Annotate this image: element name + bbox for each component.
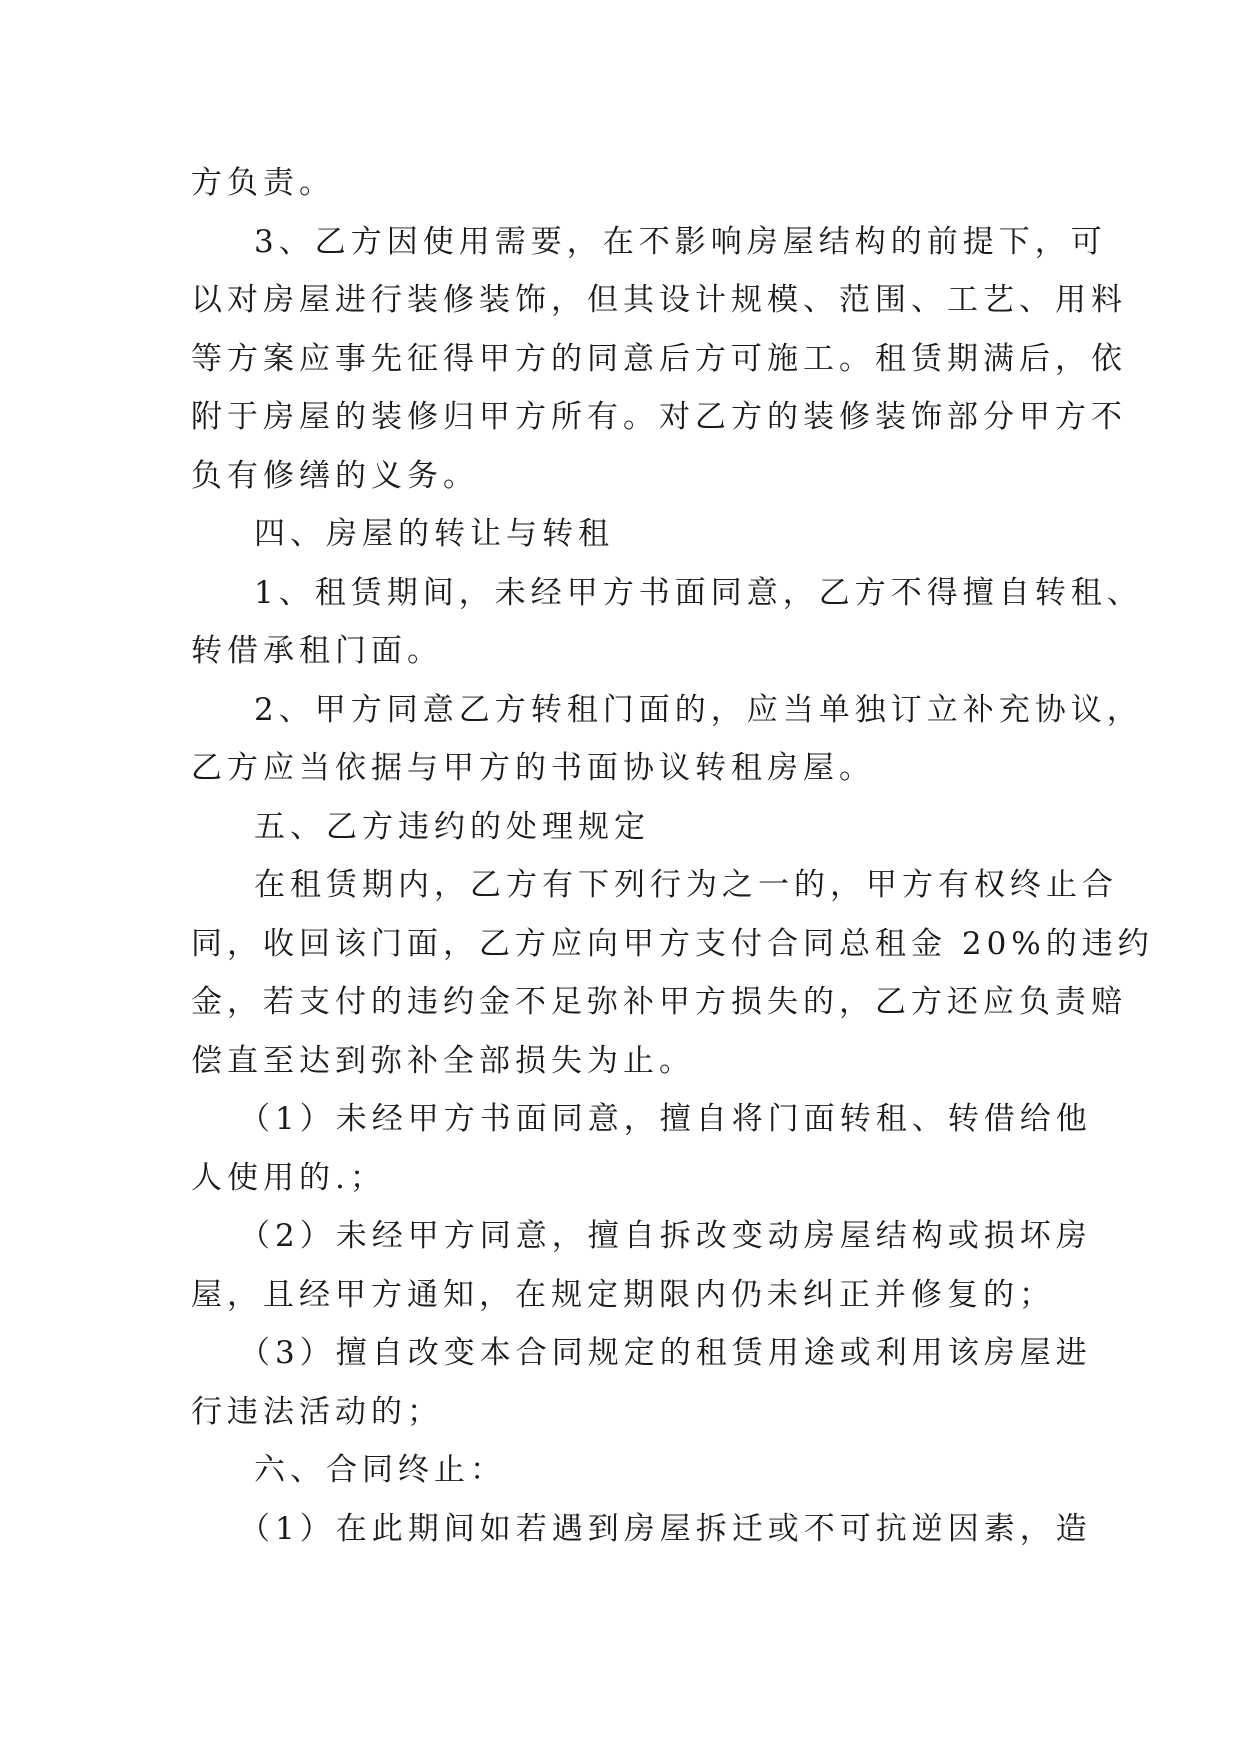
text-line: 3、乙方因使用需要，在不影响房屋结构的前提下，可 [254, 223, 1107, 260]
text-line: 附于房屋的装修归甲方所有。对乙方的装修装饰部分甲方不 [191, 399, 1127, 435]
text-line: 转借承租门面。 [191, 633, 443, 669]
section-heading: 五、乙方违约的处理规定 [254, 808, 650, 845]
text-line: 等方案应事先征得甲方的同意后方可施工。租赁期满后，依 [191, 340, 1127, 377]
text-line: （3）擅自改变本合同规定的租赁用途或利用该房屋进 [239, 1335, 1092, 1371]
text-line: （1）在此期间如若遇到房屋拆迁或不可抗逆因素，造 [239, 1510, 1092, 1547]
text-line: 乙方应当依据与甲方的书面协议转租房屋。 [191, 750, 875, 786]
text-line: 偿直至达到弥补全部损失为止。 [191, 1042, 695, 1079]
text-line: （1）未经甲方书面同意，擅自将门面转租、转借给他 [239, 1101, 1092, 1137]
text-line: 金，若支付的违约金不足弥补甲方损失的，乙方还应负责赔 [191, 984, 1127, 1020]
text-line: 行违法活动的； [191, 1393, 443, 1430]
text-line: 以对房屋进行装修装饰，但其设计规模、范围、工艺、用料 [191, 282, 1127, 318]
contract-text [191, 154, 1154, 1558]
text-line: 方负责。 [191, 165, 335, 201]
text-line: 同，收回该门面，乙方应向甲方支付合同总租金 20%的违约 [191, 925, 1154, 962]
section-heading: 四、房屋的转让与转租 [254, 516, 614, 552]
text-line: 2、甲方同意乙方转租门面的，应当单独订立补充协议， [254, 691, 1143, 728]
section-heading: 六、合同终止： [254, 1452, 506, 1488]
text-line: 负有修缮的义务。 [191, 457, 479, 494]
text-line: （2）未经甲方同意，擅自拆改变动房屋结构或损坏房 [239, 1218, 1092, 1254]
text-line: 1、租赁期间，未经甲方书面同意，乙方不得擅自转租、 [254, 574, 1143, 611]
text-line: 在租赁期内，乙方有下列行为之一的，甲方有权终止合 [254, 867, 1118, 903]
text-line: 人使用的.； [191, 1159, 386, 1196]
text-line: 屋，且经甲方通知，在规定期限内仍未纠正并修复的； [191, 1276, 1055, 1313]
